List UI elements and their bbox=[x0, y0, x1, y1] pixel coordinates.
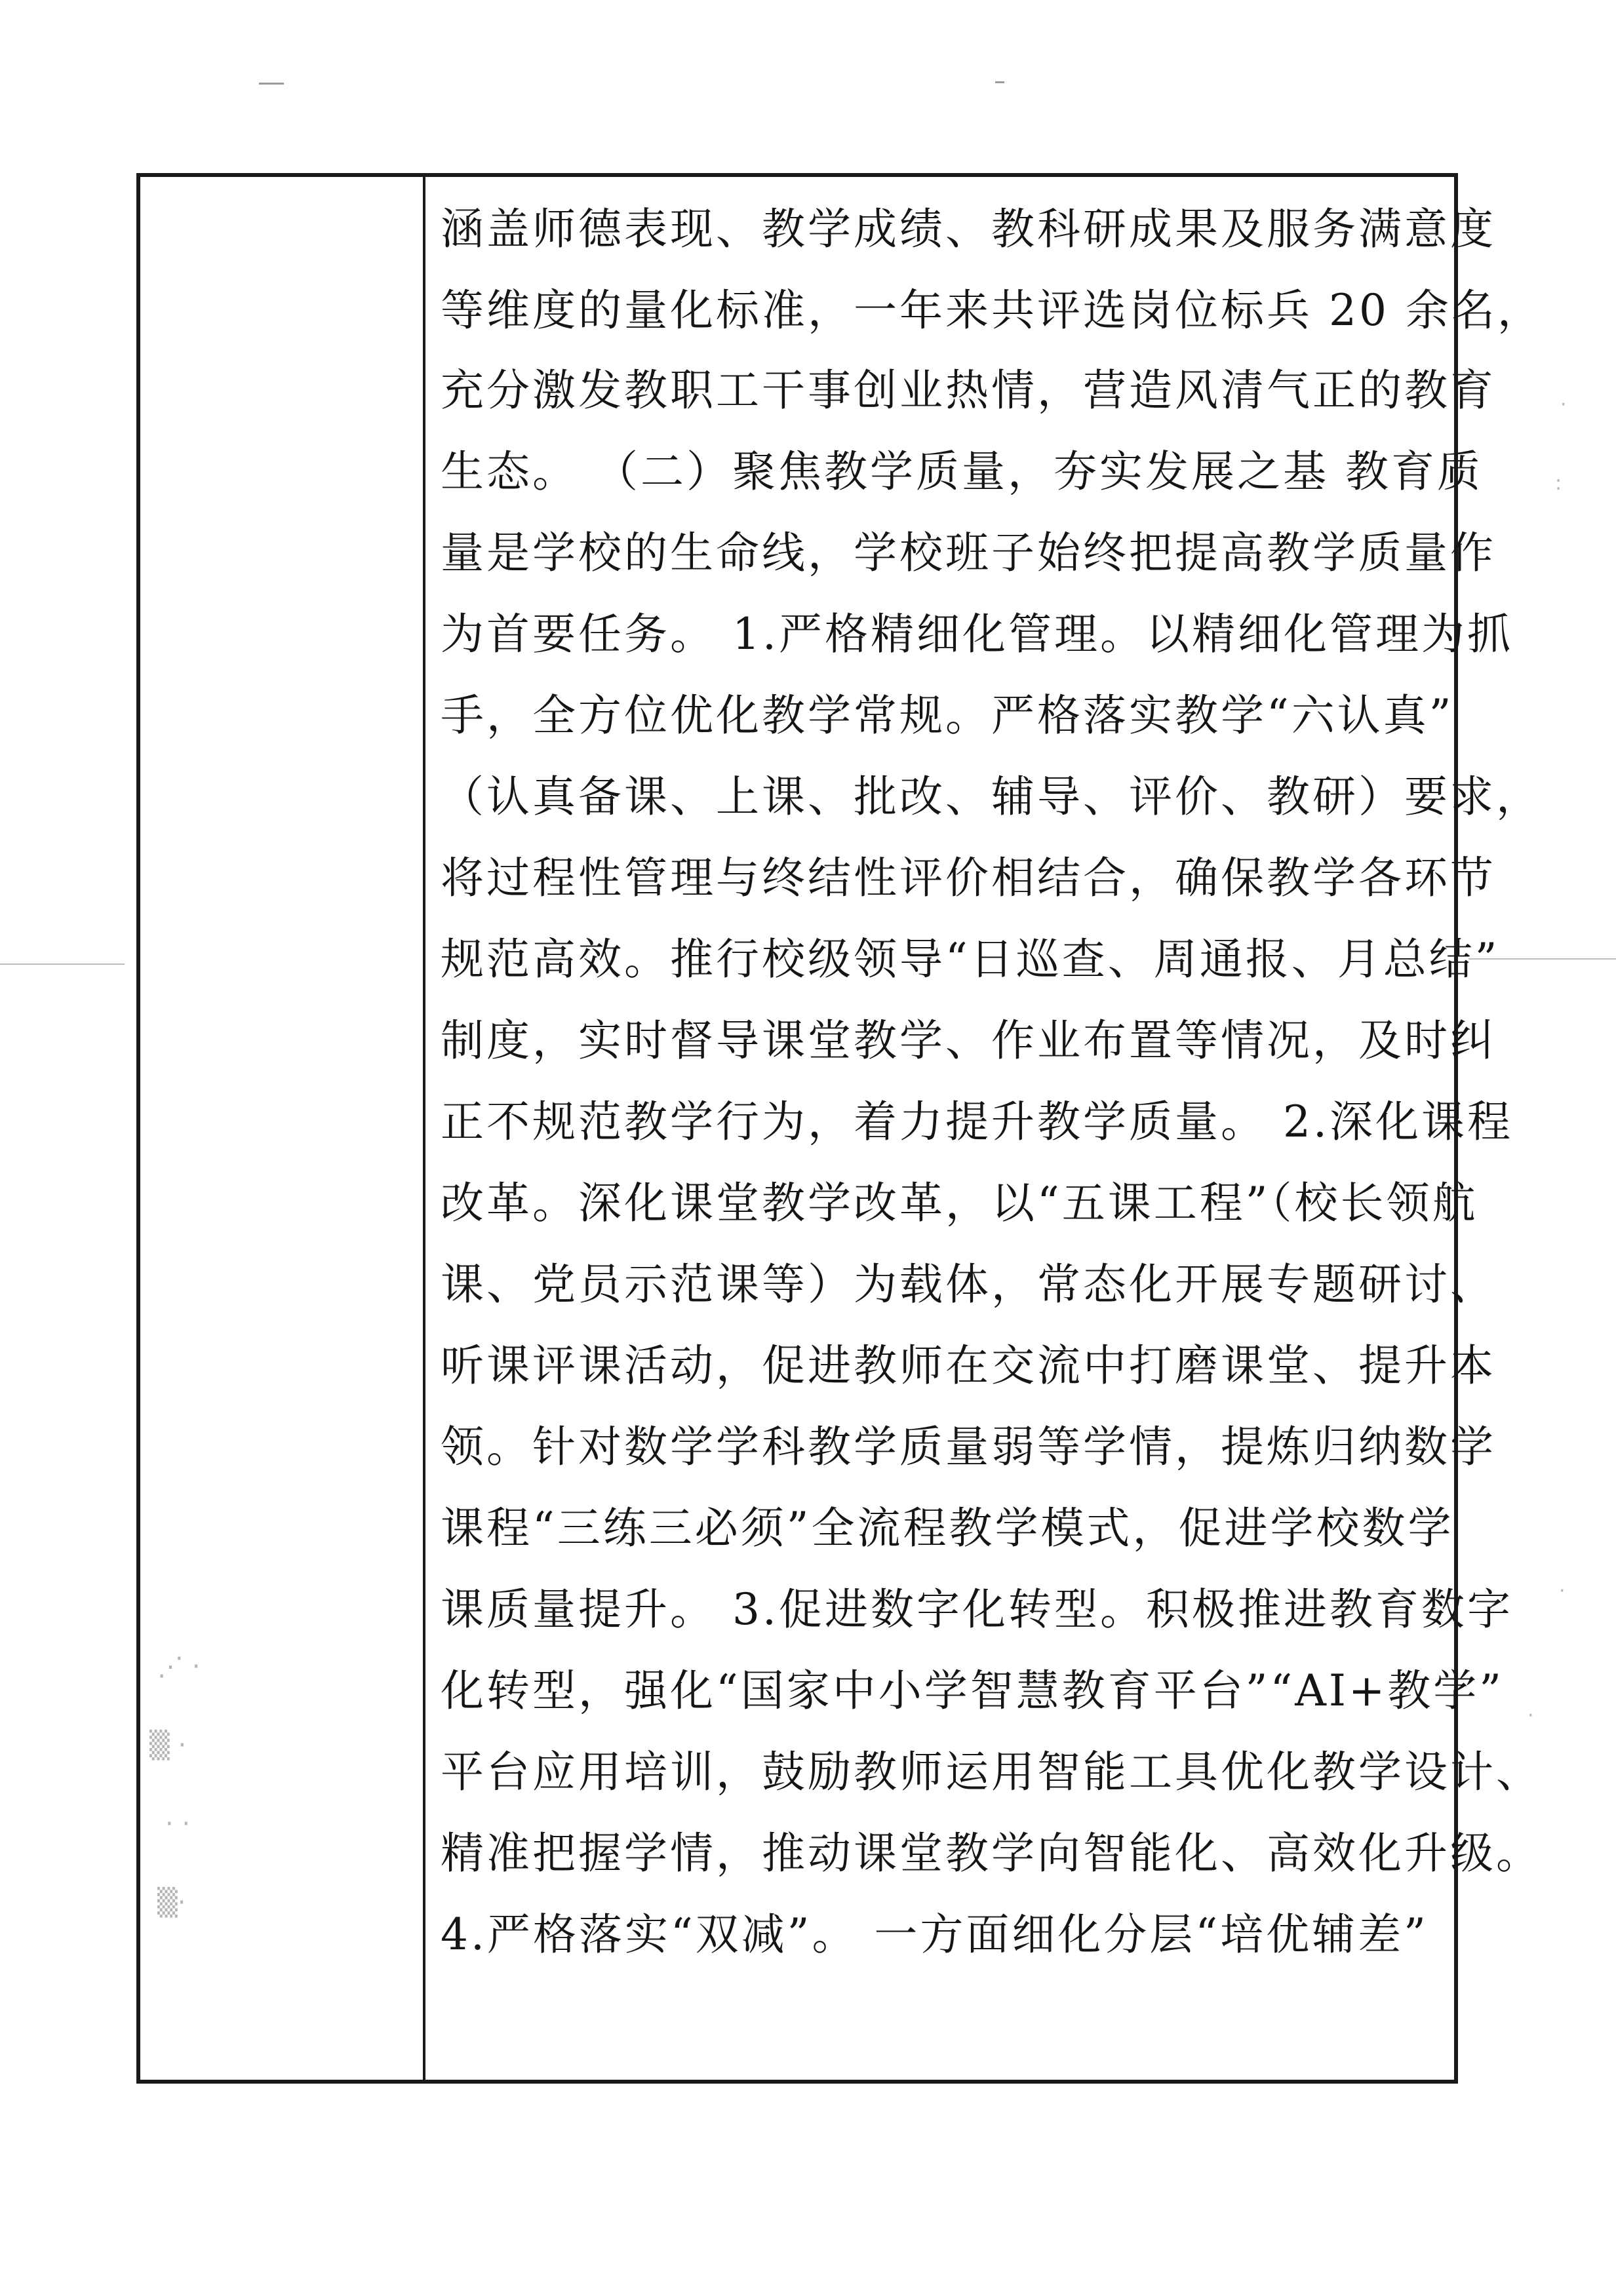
body-line: 为首要任务。 1.严格精细化管理。以精细化管理为抓 bbox=[441, 609, 1513, 659]
table-column-divider bbox=[423, 173, 425, 2084]
body-line: 改革。深化课堂教学改革，以“五课工程”（校长领航 bbox=[441, 1178, 1478, 1228]
body-line: 量是学校的生命线，学校班子始终把提高教学质量作 bbox=[441, 528, 1496, 578]
body-line: 课程“三练三必须”全流程教学模式，促进学校数学 bbox=[441, 1503, 1454, 1553]
body-line: 领。针对数学学科教学质量弱等学情，提炼归纳数学 bbox=[441, 1422, 1496, 1472]
body-line: 手，全方位优化教学常规。严格落实教学“六认真” bbox=[441, 690, 1454, 741]
scan-mark-top-center bbox=[995, 81, 1004, 83]
body-line: 涵盖师德表现、教学成绩、教科研成果及服务满意度 bbox=[441, 204, 1496, 254]
body-line: 正不规范教学行为，着力提升教学质量。 2.深化课程 bbox=[441, 1097, 1513, 1147]
body-line: 充分激发教职工干事创业热情，营造风清气正的教育 bbox=[441, 365, 1496, 416]
document-body-cell bbox=[441, 190, 1543, 2078]
body-line: 课、党员示范课等）为载体，常态化开展专题研讨、 bbox=[441, 1259, 1496, 1310]
body-line: 将过程性管理与终结性评价相结合，确保教学各环节 bbox=[441, 853, 1496, 903]
body-line: 听课评课活动，促进教师在交流中打磨课堂、提升本 bbox=[441, 1340, 1496, 1391]
body-line: 4.严格落实“双减”。 一方面细化分层“培优辅差” bbox=[441, 1909, 1429, 1960]
body-line: 规范高效。推行校级领导“日巡查、周通报、月总结” bbox=[441, 934, 1500, 984]
body-line: 精准把握学情，推动课堂教学向智能化、高效化升级。 bbox=[441, 1828, 1542, 1878]
scan-mark-top-left bbox=[259, 83, 284, 85]
body-line: 制度，实时督导课堂教学、作业布置等情况，及时纠 bbox=[441, 1015, 1496, 1066]
scan-mark-left-edge bbox=[0, 963, 125, 965]
body-line: 化转型，强化“国家中小学智慧教育平台”“AI+教学” bbox=[441, 1665, 1504, 1716]
body-line: 课质量提升。 3.促进数字化转型。积极推进教育数字 bbox=[441, 1584, 1513, 1635]
left-cell-noise: ⋰ · bbox=[157, 1652, 201, 1682]
left-cell-noise: ▒· bbox=[157, 1888, 186, 1918]
left-cell-noise: ▒ · bbox=[149, 1730, 187, 1761]
margin-speck: · bbox=[1559, 1580, 1566, 1603]
margin-speck: · bbox=[1560, 393, 1567, 416]
left-cell-noise: · · bbox=[165, 1809, 191, 1839]
body-line: 生态。 （二）聚焦教学质量，夯实发展之基 教育质 bbox=[441, 446, 1483, 497]
body-line: （认真备课、上课、批改、辅导、评价、教研）要求， bbox=[441, 771, 1542, 822]
body-line: 等维度的量化标准，一年来共评选岗位标兵 20 余名， bbox=[441, 285, 1543, 336]
margin-speck: : bbox=[1555, 472, 1562, 495]
body-line: 平台应用培训，鼓励教师运用智能工具优化教学设计、 bbox=[441, 1747, 1542, 1797]
margin-speck: · bbox=[1527, 1704, 1534, 1727]
